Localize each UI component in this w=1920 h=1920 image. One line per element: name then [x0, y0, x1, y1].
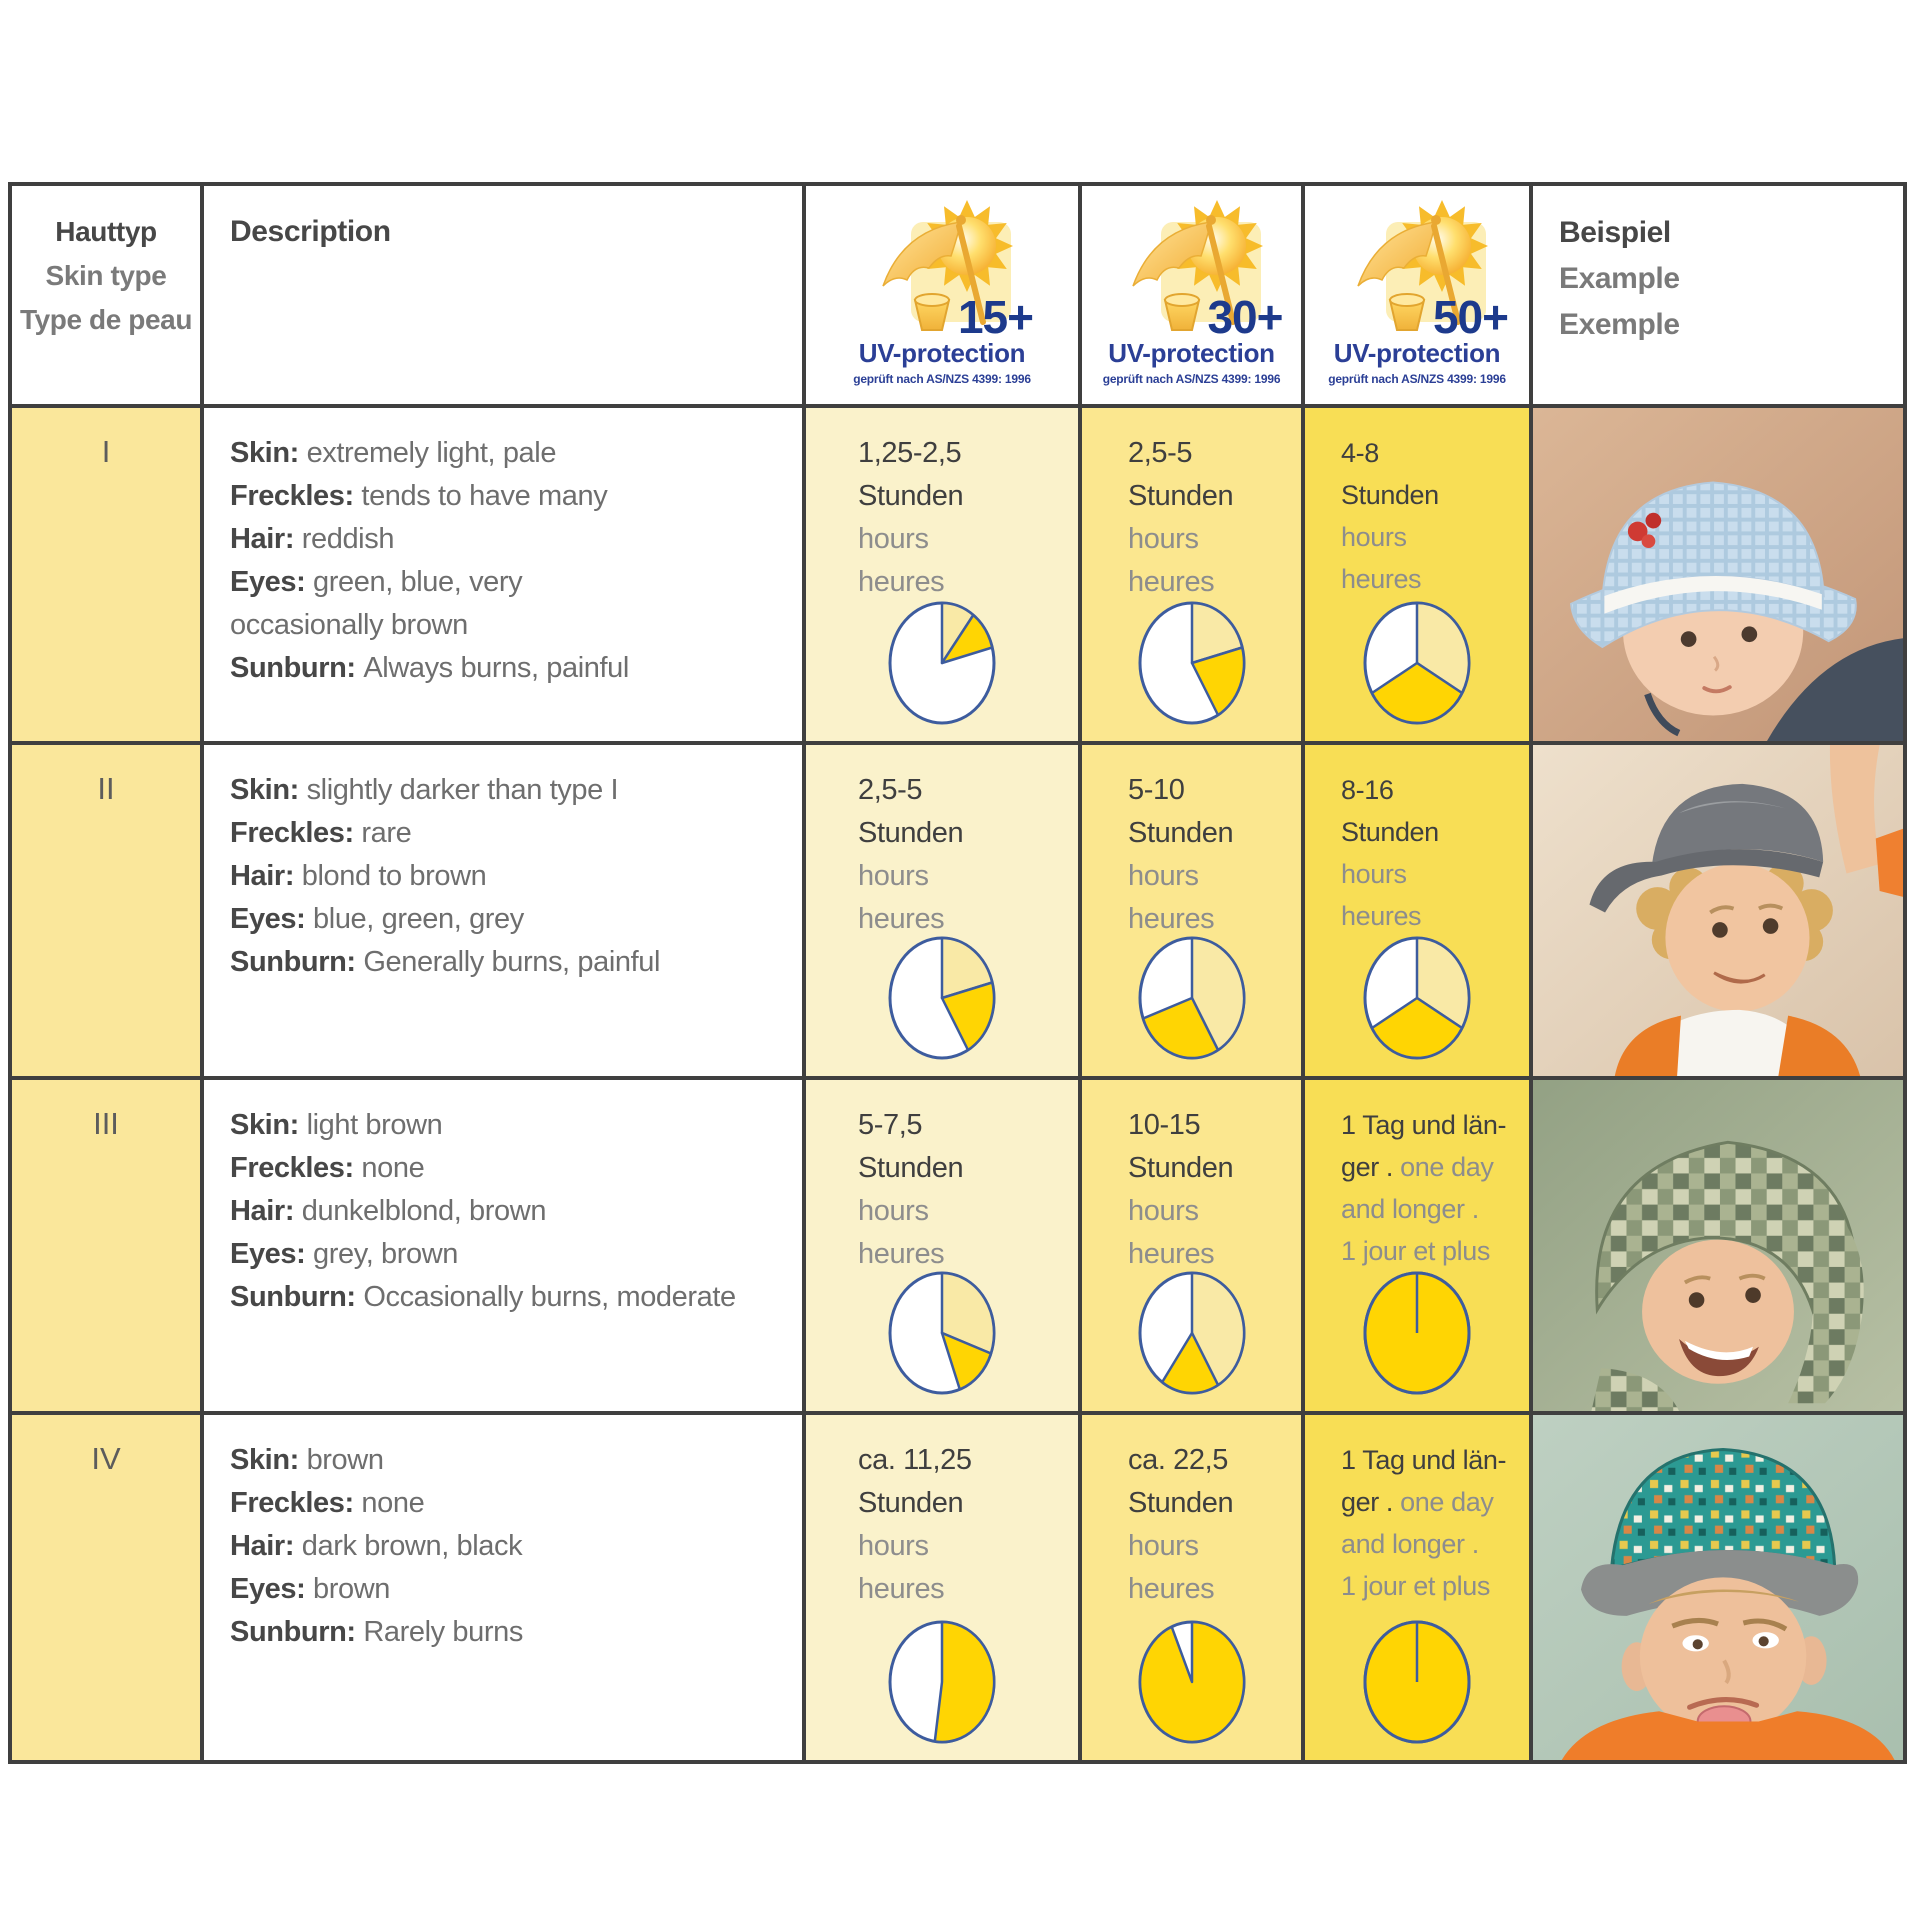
skin-type-uv-table [8, 182, 1907, 1764]
row-I-type-cell [12, 408, 200, 741]
skin-type-header-label: Hauttyp Skin type Type de peau [19, 216, 193, 335]
exposure-pie-chart [1134, 932, 1250, 1064]
exposure-time-text: 1 Tag und län- ger . one day and longer . 1 jour et plus [1341, 1445, 1507, 1601]
row-II-example-cell [1533, 745, 1903, 1076]
skin-type-numeral: I [101, 434, 111, 469]
row-II-type-cell [12, 745, 200, 1076]
uv-certification-text: geprüft nach AS/NZS 4399: 1996 [1102, 372, 1281, 386]
description-text: Skin: light brown Freckles: none Hair: dunkelblond, brown Eyes: grey, brown Sunburn: Occasionally burns, moderate [230, 1109, 736, 1313]
row-I-spf15-cell [806, 408, 1078, 741]
header-uv-50 [1305, 186, 1529, 404]
header-uv-30 [1082, 186, 1301, 404]
header-skin-type [12, 186, 200, 404]
spf-50-value: 50+ [1432, 291, 1508, 343]
sun-umbrella-bucket-icon [867, 196, 1033, 343]
example-photo [1533, 745, 1903, 1076]
row-IV-description-cell [204, 1415, 802, 1760]
row-III-example-cell [1533, 1080, 1903, 1411]
exposure-time-text: 1,25-2,5 Stunden hours heures [858, 437, 964, 598]
row-IV-example-cell [1533, 1415, 1903, 1760]
example-photo [1533, 1415, 1903, 1760]
uv-protection-label: UV-protection [1333, 338, 1501, 368]
row-I-spf30-cell [1082, 408, 1301, 741]
header-uv-15 [806, 186, 1078, 404]
row-II-spf50-cell [1305, 745, 1529, 1076]
row-I-spf50-cell [1305, 408, 1529, 741]
exposure-time-text: 1 Tag und län- ger . one day and longer . 1 jour et plus [1341, 1110, 1507, 1266]
exposure-time-text: 10-15 Stunden hours heures [1128, 1109, 1234, 1270]
skin-type-numeral: II [97, 771, 115, 806]
header-description [204, 186, 802, 404]
skin-type-numeral: IV [91, 1441, 121, 1476]
row-IV-spf15-cell [806, 1415, 1078, 1760]
sun-umbrella-bucket-icon [1342, 196, 1508, 343]
example-header-label: Beispiel Example Exemple [1559, 216, 1680, 341]
exposure-pie-chart [1359, 1267, 1475, 1399]
exposure-pie-chart [1134, 1267, 1250, 1399]
row-IV-spf30-cell [1082, 1415, 1301, 1760]
exposure-time-text: 5-7,5 Stunden hours heures [858, 1109, 964, 1270]
example-photo [1533, 1080, 1903, 1411]
exposure-time-text: 5-10 Stunden hours heures [1128, 774, 1234, 935]
exposure-time-text: ca. 22,5 Stunden hours heures [1128, 1444, 1234, 1605]
row-IV-type-cell [12, 1415, 200, 1760]
uv-certification-text: geprüft nach AS/NZS 4399: 1996 [1328, 372, 1506, 386]
spf-15-value: 15+ [957, 291, 1033, 343]
description-text: Skin: brown Freckles: none Hair: dark brown, black Eyes: brown Sunburn: Rarely burns [230, 1444, 523, 1648]
row-III-spf50-cell [1305, 1080, 1529, 1411]
exposure-pie-chart [884, 1616, 1000, 1748]
row-I-description-cell [204, 408, 802, 741]
exposure-pie-chart [1359, 1616, 1475, 1748]
row-III-spf15-cell [806, 1080, 1078, 1411]
sun-umbrella-bucket-icon [1117, 196, 1283, 343]
exposure-pie-chart [884, 597, 1000, 729]
exposure-time-text: 8-16 Stunden hours heures [1341, 775, 1439, 931]
exposure-pie-chart [1134, 1616, 1250, 1748]
exposure-pie-chart [1359, 932, 1475, 1064]
description-header-label: Description [230, 215, 391, 248]
row-II-spf15-cell [806, 745, 1078, 1076]
row-III-spf30-cell [1082, 1080, 1301, 1411]
row-II-description-cell [204, 745, 802, 1076]
uv-protection-label: UV-protection [858, 338, 1026, 368]
uv-protection-label: UV-protection [1108, 338, 1275, 368]
exposure-pie-chart [1359, 597, 1475, 729]
exposure-time-text: 2,5-5 Stunden hours heures [858, 774, 964, 935]
row-I-example-cell [1533, 408, 1903, 741]
exposure-time-text: 2,5-5 Stunden hours heures [1128, 437, 1234, 598]
row-IV-spf50-cell [1305, 1415, 1529, 1760]
row-III-type-cell [12, 1080, 200, 1411]
uv-certification-text: geprüft nach AS/NZS 4399: 1996 [853, 372, 1031, 386]
exposure-pie-chart [884, 1267, 1000, 1399]
skin-type-numeral: III [93, 1106, 119, 1141]
header-example [1533, 186, 1903, 404]
spf-30-value: 30+ [1207, 291, 1283, 343]
exposure-pie-chart [884, 932, 1000, 1064]
exposure-time-text: ca. 11,25 Stunden hours heures [858, 1444, 972, 1605]
exposure-pie-chart [1134, 597, 1250, 729]
description-text: Skin: extremely light, pale Freckles: tends to have many Hair: reddish Eyes: green, blue, very occasionally brown Sunburn: Always burns, painful [230, 437, 629, 684]
row-III-description-cell [204, 1080, 802, 1411]
exposure-time-text: 4-8 Stunden hours heures [1341, 438, 1439, 594]
row-II-spf30-cell [1082, 745, 1301, 1076]
description-text: Skin: slightly darker than type I Freckles: rare Hair: blond to brown Eyes: blue, green, grey Sunburn: Generally burns, painful [230, 774, 661, 978]
example-photo [1533, 408, 1903, 741]
